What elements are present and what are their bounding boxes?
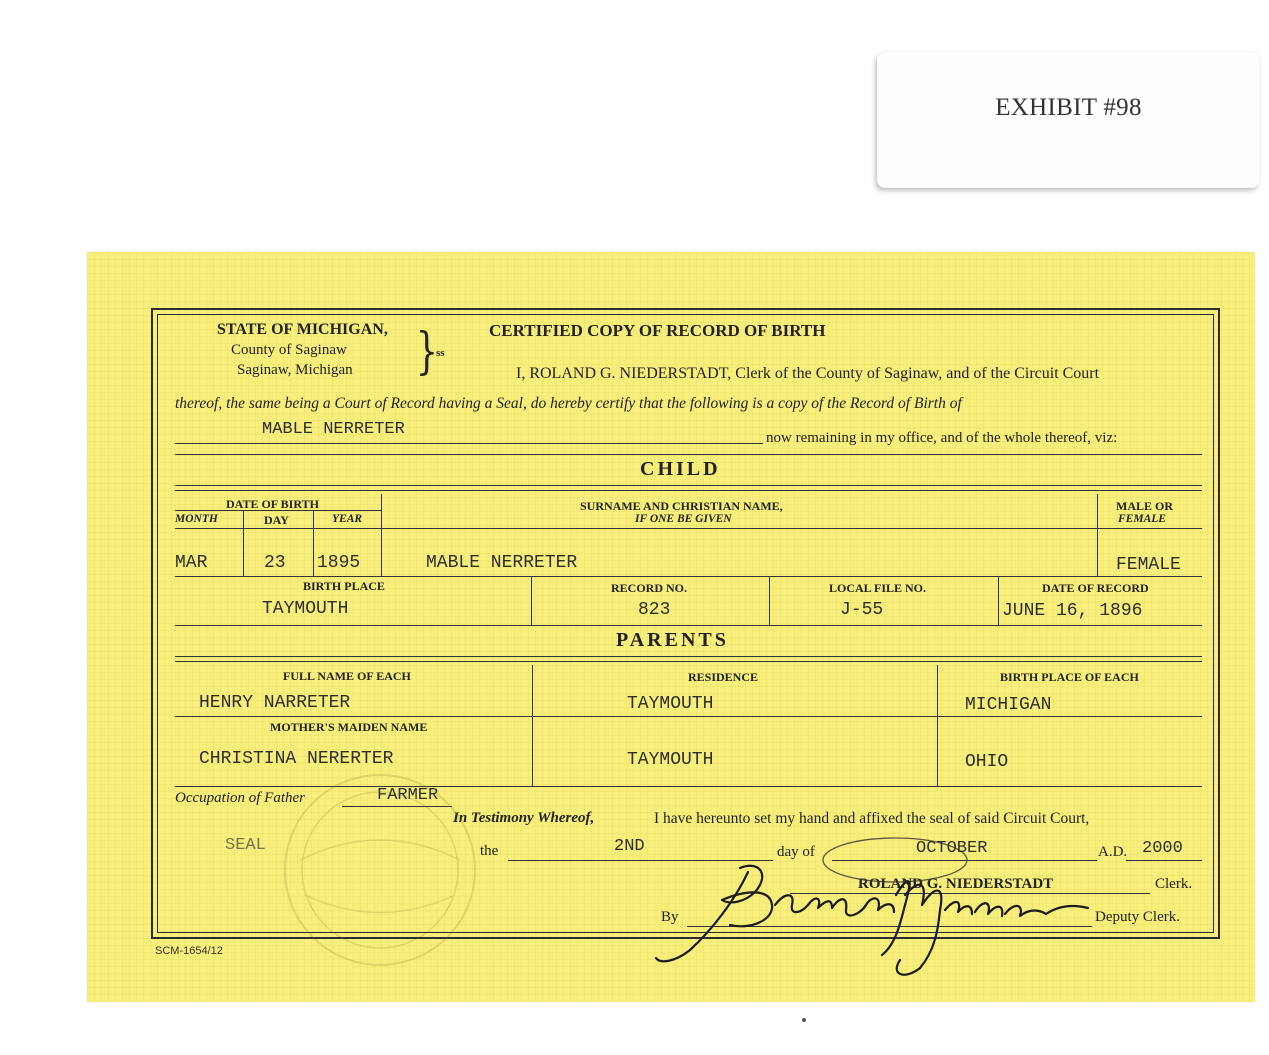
form-number: SCM-1654/12 bbox=[155, 945, 223, 957]
date-of-birth-label: DATE OF BIRTH bbox=[226, 497, 319, 511]
date-of-record-label: DATE OF RECORD bbox=[1042, 581, 1149, 595]
male-or-label: MALE OR bbox=[1116, 499, 1173, 513]
father-residence: TAYMOUTH bbox=[627, 694, 714, 714]
father-birth-place: MICHIGAN bbox=[965, 695, 1052, 715]
if-one-label: IF ONE BE GIVEN bbox=[635, 513, 732, 525]
deputy-clerk-label: Deputy Clerk. bbox=[1095, 909, 1180, 925]
birth-day: 23 bbox=[264, 553, 286, 573]
clerk-label: Clerk. bbox=[1155, 876, 1193, 892]
seal-text: SEAL bbox=[225, 836, 266, 855]
embossed-seal-icon bbox=[285, 775, 475, 965]
testimony-text: I have hereunto set my hand and affixed the seal of said Circuit Court, bbox=[654, 810, 1090, 827]
certify-line-1: I, ROLAND G. NIEDERSTADT, Clerk of the County of Saginaw, and of the Circuit Court bbox=[516, 365, 1100, 382]
full-name-label: FULL NAME OF EACH bbox=[283, 669, 411, 683]
brace-icon: } bbox=[415, 322, 439, 380]
birth-month: MAR bbox=[175, 553, 208, 573]
testimony-lead: In Testimony Whereof, bbox=[453, 810, 595, 826]
mother-residence: TAYMOUTH bbox=[627, 750, 714, 770]
residence-label: RESIDENCE bbox=[688, 670, 759, 684]
child-heading: CHILD bbox=[640, 458, 721, 480]
signature-icon bbox=[656, 866, 1088, 975]
birth-place: TAYMOUTH bbox=[262, 599, 349, 619]
the-text: the bbox=[480, 843, 499, 859]
mother-birth-place: OHIO bbox=[965, 752, 1009, 772]
county-line: County of Saginaw bbox=[231, 342, 347, 358]
day-label: DAY bbox=[264, 513, 289, 527]
date-of-record: JUNE 16, 1896 bbox=[1002, 601, 1143, 621]
year-label: YEAR bbox=[332, 513, 363, 525]
occupation-label: Occupation of Father bbox=[175, 790, 305, 806]
day-value: 2ND bbox=[614, 837, 645, 856]
local-file-no-label: LOCAL FILE NO. bbox=[829, 581, 927, 595]
remaining-text: now remaining in my office, and of the whole thereof, viz: bbox=[766, 430, 1118, 446]
mothers-maiden-label: MOTHER'S MAIDEN NAME bbox=[270, 720, 428, 734]
birth-year: 1895 bbox=[317, 553, 361, 573]
parents-heading: PARENTS bbox=[616, 629, 729, 651]
birth-place-each-label: BIRTH PLACE OF EACH bbox=[1000, 670, 1139, 684]
ink-loop-icon bbox=[823, 838, 967, 882]
by-text: By bbox=[661, 909, 679, 925]
clerk-name: ROLAND G. NIEDERSTADT bbox=[858, 876, 1054, 892]
child-name: MABLE NERRETER bbox=[426, 553, 578, 573]
subject-name: MABLE NERRETER bbox=[262, 420, 405, 439]
surname-label: SURNAME AND CHRISTIAN NAME, bbox=[580, 499, 783, 513]
record-no-label: RECORD NO. bbox=[611, 581, 688, 595]
month-label: MONTH bbox=[175, 513, 218, 525]
birth-place-label: BIRTH PLACE bbox=[303, 579, 385, 593]
father-occupation: FARMER bbox=[377, 786, 439, 805]
year-value: 2000 bbox=[1142, 839, 1183, 858]
ss-mark: ss bbox=[436, 347, 445, 359]
certify-line-2: thereof, the same being a Court of Record having a Seal, do hereby certify that the following is a copy of the Record of Birth of bbox=[175, 395, 962, 412]
city-line: Saginaw, Michigan bbox=[237, 362, 353, 378]
record-no: 823 bbox=[638, 600, 671, 620]
female-label: FEMALE bbox=[1118, 513, 1166, 525]
month-value: OCTOBER bbox=[916, 839, 988, 858]
ad-text: A.D. bbox=[1098, 844, 1128, 860]
mother-name: CHRISTINA NERERTER bbox=[199, 749, 394, 769]
state-line: STATE OF MICHIGAN, bbox=[217, 321, 388, 338]
document-title: CERTIFIED COPY OF RECORD OF BIRTH bbox=[489, 321, 826, 340]
day-of-text: day of bbox=[777, 844, 815, 860]
child-sex: FEMALE bbox=[1116, 555, 1181, 575]
local-file-no: J-55 bbox=[840, 600, 884, 620]
father-name: HENRY NARRETER bbox=[199, 693, 351, 713]
exhibit-label: EXHIBIT #98 bbox=[995, 94, 1142, 121]
